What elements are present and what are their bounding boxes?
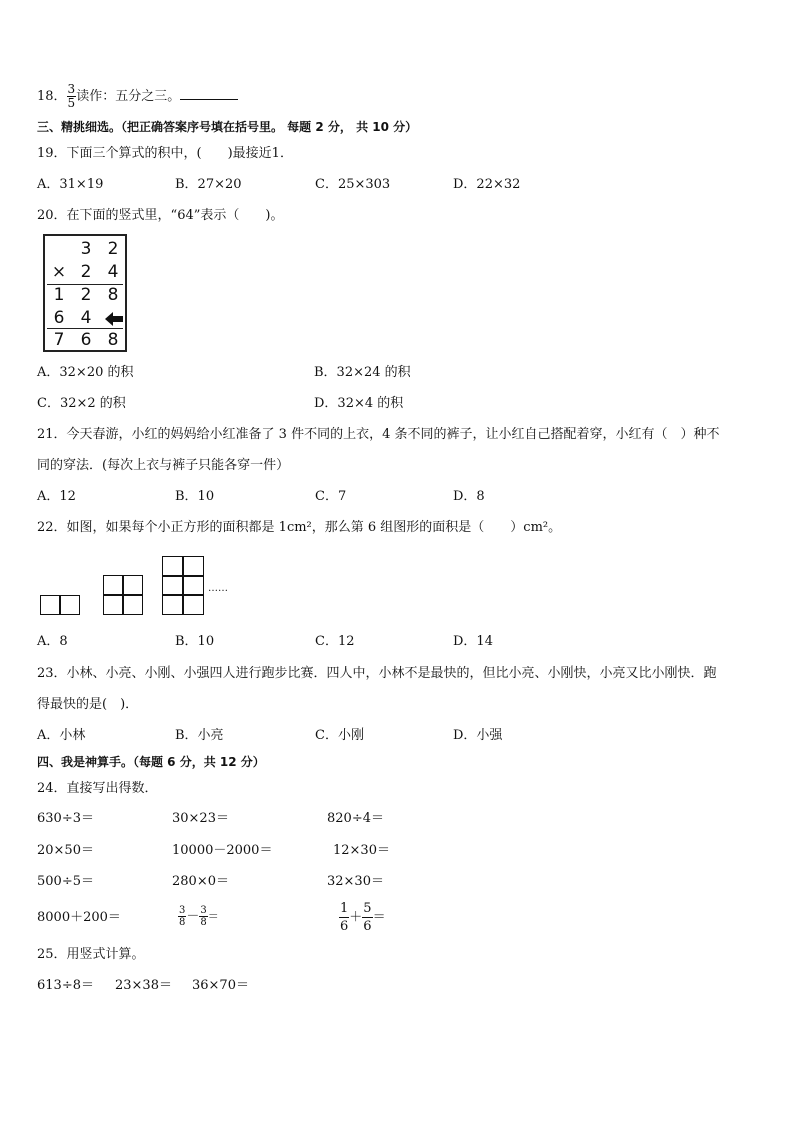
q22-option-a[interactable]: A．8 bbox=[37, 634, 68, 649]
q19-option-b[interactable]: B．27×20 bbox=[175, 177, 242, 192]
q18-frac-num: 3 bbox=[67, 82, 76, 96]
question-25-text: 25．用竖式计算。 bbox=[37, 947, 145, 962]
calc-item: 820÷4＝ bbox=[327, 811, 384, 826]
question-21-line-2: 同的穿法．(每次上衣与裤子只能各穿一件） bbox=[37, 458, 290, 473]
q21-option-a[interactable]: A．12 bbox=[37, 489, 76, 504]
question-23-line-2: 得最快的是( )． bbox=[37, 697, 139, 712]
fraction-calc-1 bbox=[178, 902, 219, 932]
fraction bbox=[362, 900, 372, 935]
section-3-heading: 三、精挑细选。（把正确答案序号填在括号里。 每题 2 分， 共 10 分） bbox=[37, 120, 418, 134]
frac-den: 6 bbox=[363, 919, 372, 934]
digit: 3 bbox=[80, 239, 92, 259]
figure-3-square bbox=[162, 556, 184, 577]
calc-item: 20×50＝ bbox=[37, 843, 94, 858]
digit: 4 bbox=[107, 262, 119, 282]
vertical-row-2 bbox=[45, 261, 125, 284]
operator: － bbox=[186, 909, 200, 924]
figure-2-square bbox=[122, 575, 143, 596]
question-24-text: 24．直接写出得数． bbox=[37, 781, 158, 796]
fraction-calc-2 bbox=[339, 898, 386, 938]
digit: 8 bbox=[107, 330, 119, 350]
section-4-heading: 四、我是神算手。（每题 6 分，共 12 分） bbox=[37, 755, 265, 769]
figure-2-square bbox=[122, 594, 143, 615]
frac-num: 3 bbox=[179, 905, 186, 916]
vertical-row-4 bbox=[45, 307, 125, 330]
figure-3-square bbox=[162, 594, 184, 615]
digit: 8 bbox=[107, 285, 119, 305]
calc-item: 12×30＝ bbox=[333, 843, 390, 858]
q23-option-b[interactable]: B．小亮 bbox=[175, 728, 224, 743]
digit: 2 bbox=[80, 262, 92, 282]
q18-number: 18． bbox=[37, 89, 67, 104]
question-20-text: 20．在下面的竖式里，“64”表示（ )。 bbox=[37, 208, 284, 223]
digit: 7 bbox=[53, 330, 65, 350]
figure-3-square bbox=[182, 594, 204, 615]
q22-option-b[interactable]: B．10 bbox=[175, 634, 215, 649]
calc-item: 630÷3＝ bbox=[37, 811, 94, 826]
q20-option-d[interactable]: D．32×4 的积 bbox=[314, 396, 404, 411]
times-sign: × bbox=[51, 262, 67, 282]
calc-item: 30×23＝ bbox=[172, 811, 229, 826]
operator: ＋ bbox=[349, 910, 363, 925]
question-22-text: 22．如图，如果每个小正方形的面积都是 1cm²，那么第 6 组图形的面积是（ ）cm²。 bbox=[37, 520, 562, 535]
frac-num: 3 bbox=[200, 905, 207, 916]
frac-den: 6 bbox=[340, 919, 349, 934]
question-19-text: 19．下面三个算式的积中，( )最接近1． bbox=[37, 146, 293, 161]
q19-option-d[interactable]: D．22×32 bbox=[453, 177, 521, 192]
q19-option-c[interactable]: C．25×303 bbox=[315, 177, 391, 192]
figure-2-square bbox=[103, 575, 124, 596]
figure-3-square bbox=[162, 575, 184, 596]
equals-sign: ＝ bbox=[372, 910, 386, 925]
q20-option-a[interactable]: A．32×20 的积 bbox=[37, 365, 134, 380]
digit: 6 bbox=[80, 330, 92, 350]
q23-option-a[interactable]: A．小林 bbox=[37, 728, 86, 743]
equals-sign: ＝ bbox=[207, 910, 219, 923]
frac-num: 5 bbox=[363, 901, 372, 916]
calc-item: 32×30＝ bbox=[327, 874, 384, 889]
frac-den: 8 bbox=[200, 917, 207, 928]
q22-option-d[interactable]: D．14 bbox=[453, 634, 493, 649]
arrow-left-icon bbox=[105, 312, 123, 326]
q18-text: 读作：五分之三。 bbox=[76, 89, 181, 104]
q19-option-a[interactable]: A．31×19 bbox=[37, 177, 104, 192]
question-23-line-1: 23．小林、小亮、小刚、小强四人进行跑步比赛．四人中，小林不是最快的，但比小亮、小刚快，小亮又比小刚快．跑 bbox=[37, 666, 717, 681]
digit: 2 bbox=[107, 239, 119, 259]
digit: 2 bbox=[80, 285, 92, 305]
vertical-calc-item: 613÷8＝ bbox=[37, 978, 94, 993]
figure-3-square bbox=[182, 556, 204, 577]
q20-option-b[interactable]: B．32×24 的积 bbox=[314, 365, 411, 380]
q22-option-c[interactable]: C．12 bbox=[315, 634, 355, 649]
q18-answer-blank[interactable] bbox=[180, 87, 238, 100]
q20-option-c[interactable]: C．32×2 的积 bbox=[37, 396, 126, 411]
q21-option-d[interactable]: D．8 bbox=[453, 489, 485, 504]
vertical-calc-item: 23×38＝ bbox=[115, 978, 172, 993]
digit: 4 bbox=[80, 308, 92, 328]
vertical-calc-item: 36×70＝ bbox=[192, 978, 249, 993]
calc-item: 8000＋200＝ bbox=[37, 910, 121, 925]
calc-item: 280×0＝ bbox=[172, 874, 229, 889]
q23-option-d[interactable]: D．小强 bbox=[453, 728, 503, 743]
vertical-row-5 bbox=[45, 329, 125, 352]
frac-num: 1 bbox=[340, 901, 349, 916]
question-21-line-1: 21．今天春游，小红的妈妈给小红准备了 3 件不同的上衣，4 条不同的裤子，让小红自己搭配着穿，小红有（ ）种不 bbox=[37, 427, 720, 442]
figure-2-square bbox=[103, 594, 124, 615]
vertical-multiplication-box bbox=[43, 234, 127, 352]
q18-fraction bbox=[67, 83, 77, 110]
fraction bbox=[199, 905, 207, 928]
digit: 6 bbox=[53, 308, 65, 328]
vertical-row-3 bbox=[45, 284, 125, 307]
calc-item: 10000－2000＝ bbox=[172, 843, 273, 858]
digit: 1 bbox=[53, 285, 65, 305]
figure-3-square bbox=[182, 575, 204, 596]
q18-frac-den: 5 bbox=[67, 96, 76, 110]
figure-1-square bbox=[40, 595, 61, 615]
q23-option-c[interactable]: C．小刚 bbox=[315, 728, 364, 743]
figure-1-square bbox=[59, 595, 80, 615]
q21-option-b[interactable]: B．10 bbox=[175, 489, 215, 504]
q21-option-c[interactable]: C．7 bbox=[315, 489, 347, 504]
figure-ellipsis: …… bbox=[208, 583, 228, 594]
vertical-row-1 bbox=[45, 238, 125, 261]
frac-den: 8 bbox=[179, 917, 186, 928]
calc-item: 500÷5＝ bbox=[37, 874, 94, 889]
question-18 bbox=[37, 80, 238, 114]
fraction bbox=[339, 900, 349, 935]
